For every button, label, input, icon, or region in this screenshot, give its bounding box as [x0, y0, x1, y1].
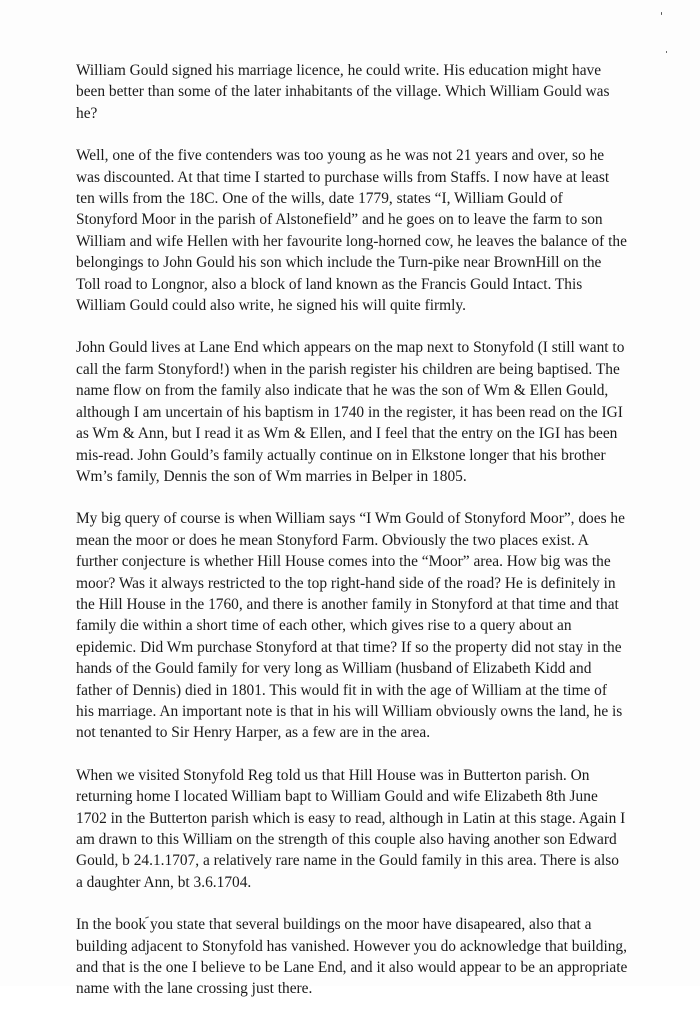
- paragraph-4: [76, 508, 636, 743]
- paragraph-3: [76, 337, 636, 487]
- text-line: William and wife Hellen with her favourite long-horned cow, he leaves the balance of the: [76, 232, 627, 250]
- text-line: family die within a short time of each other, which gives rise to a query about an: [76, 617, 572, 635]
- text-line: My big query of course is when William says “I Wm Gould of Stonyford Moor”, does he: [76, 510, 625, 528]
- text-line: mis-read. John Gould’s family actually continue on in Elkstone longer that his brother: [76, 446, 606, 464]
- text-line: was discounted. At that time I started to purchase wills from Staffs. I now have at least: [76, 168, 610, 186]
- paragraph-2: [76, 145, 636, 316]
- text-line: John Gould lives at Lane End which appears on the map next to Stonyfold (I still want to: [76, 339, 625, 357]
- text-line: Well, one of the five contenders was too young as he was not 21 years and over, so he: [76, 147, 605, 165]
- text-line: belongings to John Gould his son which include the Turn-pike near BrownHill on the: [76, 254, 602, 272]
- text-line: further conjecture is whether Hill House comes into the “Moor” area. How big was the: [76, 553, 611, 571]
- text-line: Stonyford Moor in the parish of Alstonefield” and he goes on to leave the farm to son: [76, 211, 603, 229]
- paragraph-5: [76, 765, 636, 893]
- text-line: and that is the one I believe to be Lane End, and it also would appear to be an appropriate: [76, 959, 628, 977]
- text-line: father of Dennis) died in 1801. This would fit in with the age of William at the time of: [76, 681, 607, 699]
- text-line: 1702 in the Butterton parish which is easy to read, although in Latin at this stage. Again I: [76, 809, 626, 827]
- text-line: William Gould signed his marriage licence, he could write. His education might have: [76, 62, 602, 79]
- text-line: name with the lane crossing just there.: [76, 980, 313, 998]
- text-line: Gould, b 24.1.1707, a relatively rare name in the Gould family in this area. There is also: [76, 852, 619, 870]
- scan-speck: [666, 51, 667, 53]
- text-line: When we visited Stonyfold Reg told us that Hill House was in Butterton parish. On: [76, 766, 590, 784]
- paragraph-6: [76, 914, 636, 1000]
- text-line: moor? Was it always restricted to the top right-hand side of the road? He is definitely in: [76, 574, 616, 592]
- text-line: as Wm & Ann, but I read it as Wm & Ellen, and I feel that the entry on the IGI has been: [76, 425, 618, 443]
- text-line: Wm’s family, Dennis the son of Wm marries in Belper in 1805.: [76, 467, 467, 485]
- text-line: the Hill House in the 1760, and there is another family in Stonyford at that time and that: [76, 595, 619, 613]
- text-line: William Gould could also write, he signed his will quite firmly.: [76, 297, 466, 315]
- text-line: In the book you state that several buildings on the moor have disapeared, also that a: [76, 916, 592, 934]
- text-line: Toll road to Longnor, also a block of land known as the Francis Gould Intact. This: [76, 275, 583, 293]
- text-line: hands of the Gould family for very long as William (husband of Elizabeth Kidd and: [76, 660, 592, 678]
- text-line: ten wills from the 18C. One of the wills, date 1779, states “I, William Gould of: [76, 190, 563, 208]
- text-line: returning home I located William bapt to William Gould and wife Elizabeth 8th June: [76, 788, 598, 806]
- text-line: a daughter Ann, bt 3.6.1704.: [76, 873, 252, 891]
- text-line: building adjacent to Stonyfold has vanished. However you do acknowledge that building,: [76, 937, 627, 955]
- text-line: he?: [76, 104, 98, 122]
- text-line: name flow on from the family also indicate that he was the son of Wm & Ellen Gould,: [76, 382, 609, 400]
- text-line: although I am uncertain of his baptism in 1740 in the register, it has been read on the IGI: [76, 403, 623, 421]
- text-line: his marriage. An important note is that in his will William obviously owns the land, he is: [76, 702, 623, 720]
- text-line: mean the moor or does he mean Stonyford Farm. Obviously the two places exist. A: [76, 531, 589, 549]
- text-line: not tenanted to Sir Henry Harper, as a few are in the area.: [76, 724, 431, 742]
- text-line: am drawn to this William on the strength of this couple also having another son Edward: [76, 831, 617, 848]
- scan-speck: [661, 12, 662, 15]
- letter-body: [76, 60, 636, 1021]
- paragraph-1: [76, 60, 636, 124]
- text-line: been better than some of the later inhabitants of the village. Which William Gould was: [76, 83, 610, 101]
- text-line: call the farm Stonyford!) when in the parish register his children are being baptised. The: [76, 360, 620, 378]
- text-line: epidemic. Did Wm purchase Stonyford at that time? If so the property did not stay in the: [76, 638, 622, 656]
